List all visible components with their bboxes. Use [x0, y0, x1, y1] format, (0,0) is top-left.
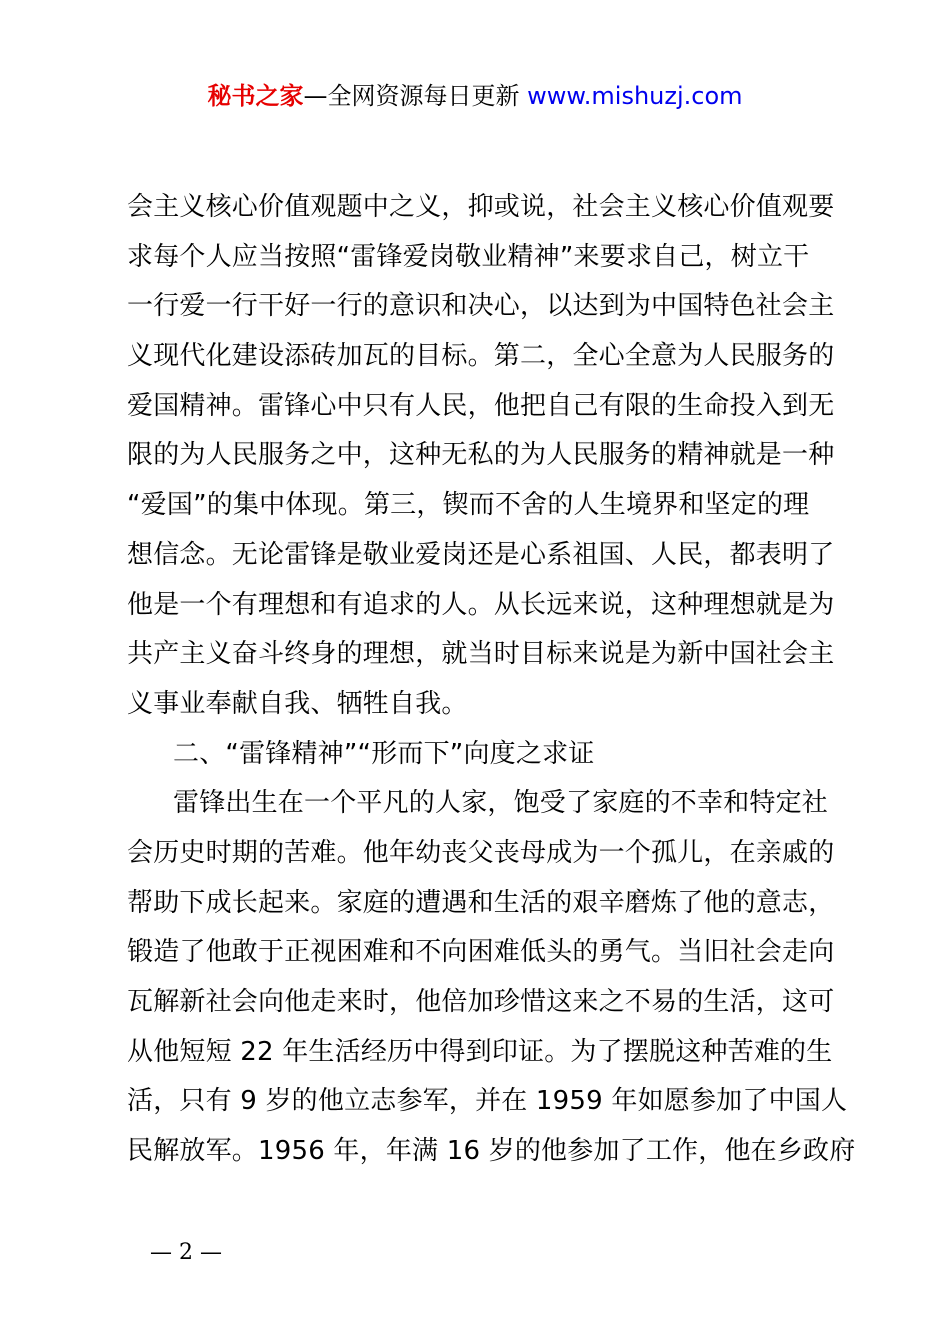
text-line: 求每个人应当按照“雷锋爱岗敬业精神”来要求自己，树立干: [127, 241, 810, 272]
page-number: — 2 —: [150, 1240, 222, 1265]
header-tagline: —全网资源每日更新: [303, 82, 520, 110]
text-line: 义现代化建设添砖加瓦的目标。第二，全心全意为人民服务的: [127, 341, 835, 372]
section-heading: 二、“雷锋精神”“形而下”向度之求证: [173, 738, 595, 769]
text-line: “爱国”的集中体现。第三，锲而不舍的人生境界和坚定的理: [127, 490, 810, 521]
text-line: 帮助下成长起来。家庭的遭遇和生活的艰辛磨炼了他的意志，: [127, 887, 835, 918]
page-header: [0, 80, 950, 112]
text-line: 想信念。无论雷锋是敬业爱岗还是心系祖国、人民，都表明了: [127, 539, 835, 570]
text-line: 会历史时期的苦难。他年幼丧父丧母成为一个孤儿，在亲戚的: [127, 837, 835, 868]
text-line: 活，只有 9 岁的他立志参军，并在 1959 年如愿参加了中国人: [127, 1086, 848, 1117]
text-line: 锻造了他敢于正视困难和不向困难低头的勇气。当旧社会走向: [127, 937, 835, 968]
text-line: 义事业奉献自我、牺牲自我。: [127, 688, 468, 719]
text-line: 会主义核心价值观题中之义，抑或说，社会主义核心价值观要: [127, 192, 835, 222]
document-body: [127, 183, 856, 1177]
text-line: 共产主义奋斗终身的理想，就当时目标来说是为新中国社会主: [127, 639, 835, 670]
text-line: 一行爱一行干好一行的意识和决心，以达到为中国特色社会主: [127, 291, 835, 322]
paragraph-first-line: 雷锋出生在一个平凡的人家，饱受了家庭的不幸和特定社: [173, 788, 829, 819]
text-line: 瓦解新社会向他走来时，他倍加珍惜这来之不易的生活，这可: [127, 987, 835, 1017]
text-line: 他是一个有理想和有追求的人。从长远来说，这种理想就是为: [127, 589, 835, 620]
text-line: 民解放军。1956 年，年满 16 岁的他参加了工作，他在乡政府: [127, 1136, 856, 1167]
text-line: 限的为人民服务之中，这种无私的为人民服务的精神就是一种: [127, 440, 835, 471]
website-link[interactable]: www.mishuzj.com: [527, 82, 743, 110]
text-line: 爱国精神。雷锋心中只有人民，他把自己有限的生命投入到无: [127, 390, 835, 421]
brand-name: 秘书之家: [207, 82, 304, 110]
text-line: 从他短短 22 年生活经历中得到印证。为了摆脱这种苦难的生: [127, 1036, 833, 1067]
